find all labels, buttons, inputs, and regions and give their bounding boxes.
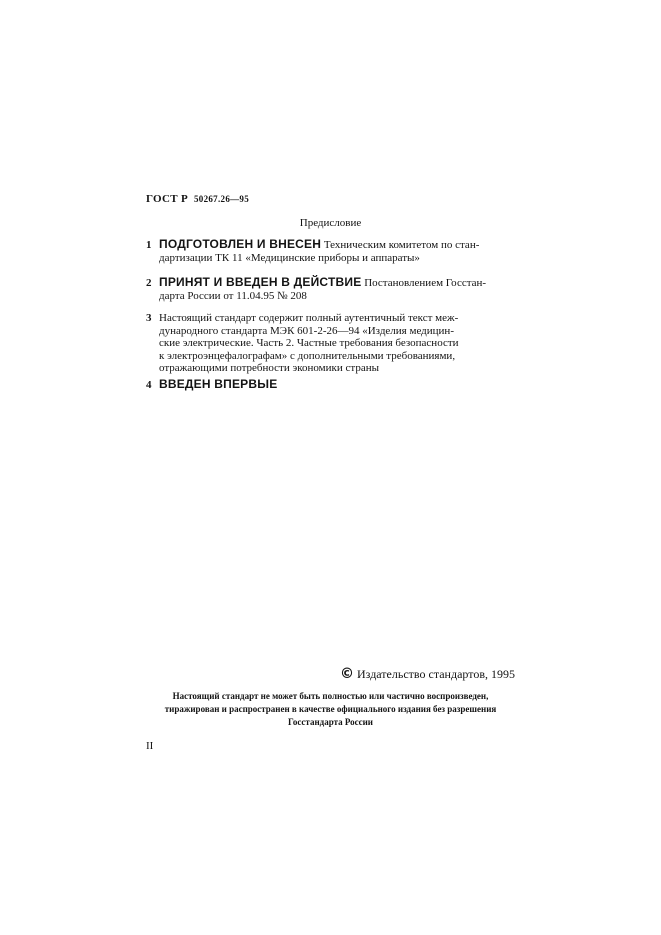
page-number: II (146, 740, 154, 752)
preface-item-2 (146, 276, 515, 302)
item-text-line: дартизации ТК 11 «Медицинские приборы и аппараты» (159, 251, 420, 264)
item-text-line: Постановлением Госстан- (361, 277, 487, 289)
gost-label: ГОСТ Р (146, 193, 188, 205)
item-number: 4 (146, 379, 152, 391)
preface-item-4 (146, 378, 515, 392)
item-text-line: Техническим комитетом по стан- (321, 239, 480, 251)
notice-line: Госстандарта России (288, 717, 373, 727)
item-lead: ВВЕДЕН ВПЕРВЫЕ (159, 377, 278, 391)
item-number: 3 (146, 312, 152, 324)
item-number: 2 (146, 277, 152, 289)
page-title: Предисловие (299, 217, 362, 229)
item-text-line: ские электрические. Часть 2. Частные требования безопасности (159, 337, 459, 349)
preface-item-3 (146, 312, 515, 375)
document-code (146, 193, 249, 205)
copyright (316, 666, 515, 682)
copyright-text: Издательство стандартов, 1995 (357, 667, 515, 681)
reproduction-notice (146, 690, 515, 729)
item-text-line: отражающими потребности экономики страны (159, 362, 379, 374)
item-text-line: дународного стандарта МЭК 601-2-26—94 «Изделия медицин- (159, 324, 454, 337)
item-number: 1 (146, 239, 152, 251)
preface-item-1 (146, 238, 515, 264)
notice-line: тиражирован и распространен в качестве официального издания без разрешения (164, 704, 497, 714)
item-lead: ПРИНЯТ И ВВЕДЕН В ДЕЙСТВИЕ (159, 275, 362, 289)
copyright-icon: © (340, 666, 354, 682)
notice-line: Настоящий стандарт не может быть полностью или частично воспроизведен, (172, 691, 489, 701)
item-lead: ПОДГОТОВЛЕН И ВНЕСЕН (159, 237, 322, 251)
gost-number: 50267.26—95 (193, 194, 250, 204)
item-text-line: Настоящий стандарт содержит полный аутентичный текст меж- (159, 312, 459, 324)
item-text-line: дарта России от 11.04.95 № 208 (159, 289, 307, 302)
item-text-line: к электроэнцефалографам» с дополнительными требованиями, (159, 349, 456, 362)
